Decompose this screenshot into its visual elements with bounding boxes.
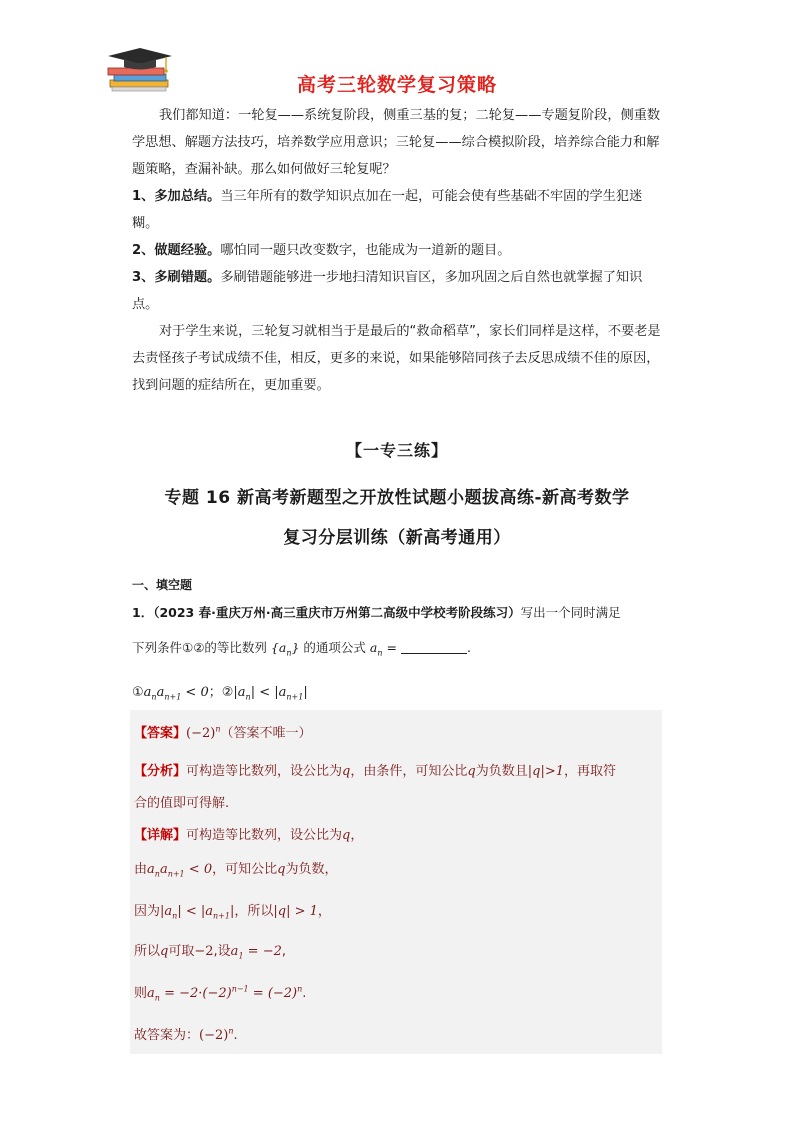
question-source: （2023 春·重庆万州·高三重庆市万州第二高级中学校考阶段练习） [153,605,521,620]
first-term-formula: $a_1 = -2$ [230,944,282,961]
tip-2-text: 哪怕同一题只改变数字，也能成为一道新的题目。 [220,243,511,258]
detail-text: . [302,986,307,1001]
question-text-1: 写出一个同时满足 [520,605,621,620]
answer-note: （答案不唯一） [220,726,312,741]
detail-line-2 [134,858,662,879]
detail-text: ，可知公比 [212,862,278,877]
question-text-2a: 下列条件①②的等比数列 [132,640,267,655]
final-answer-formula: $(-2)^n$. [199,1026,238,1043]
final-answer-label: 故答案为： [134,1028,200,1043]
analysis-tag: 【分析】 [134,764,187,779]
question-number: 1． [132,605,154,620]
detail-text: ，所以 [234,904,274,919]
condition-1-formula: $a_na_{n+1} < 0$ [143,685,209,702]
abs-formula: $|a_n| < |a_{n+1}|$ [160,904,235,921]
ratio-symbol: q [467,764,476,779]
tip-3-text: 多刷错题能够进一步地扫清知识盲区，多加巩固之后自然也就掌握了知识点。 [132,270,643,312]
tip-1-label: 1、多加总结。 [132,189,221,204]
detail-text: 因为 [134,904,161,919]
analysis-text-4: ，再取符 [563,764,616,779]
question-line-1 [132,603,664,621]
condition-1-marker: ① [132,685,144,700]
question-line-2 [132,638,664,658]
ratio-symbol: q [160,944,169,959]
tip-3 [132,264,662,318]
detail-line-3 [134,900,662,921]
condition-2-marker: ；② [208,685,234,700]
analysis-text-3: 为负数且 [475,764,528,779]
ratio-condition: |q|>1 [527,764,564,779]
tip-1-text: 当三年所有的数学知识点加在一起，可能会使有些基础不牢固的学生犯迷糊。 [132,189,643,231]
sequence-notation: $\{a_n\}$ [270,640,300,658]
closing-paragraph: 对于学生来说，三轮复习就相当于是最后的“救命稻草”，家长们同样是这样，不要老是去责怪孩子考试成绩不佳，相反，更多的来说，如果能够陪同孩子去反思成绩不佳的原因，找到问题的症结所在，更加重要。 [132,324,661,393]
detail-text: 所以 [134,944,161,959]
question-conditions [132,681,664,702]
intro-paragraph: 我们都知道：一轮复——系统复阶段，侧重三基的复；二轮复——专题复阶段，侧重数学思想、解题方法技巧，培养数学应用意识；三轮复——综合模拟阶段，培养综合能力和解题策略，查漏补缺。那么如何做好三轮复呢？ [132,108,661,177]
detail-line-4 [134,940,662,961]
detail-text-1: 可构造等比数列，设公比为 [186,828,343,843]
intro-section [132,102,662,399]
title-line-1: 专题 16 新高考新题型之开放性试题小题拔高练-新高考数学 [164,488,630,508]
condition-2-formula: $|a_n| < |a_{n+1}|$ [233,685,308,702]
detail-text: ， [317,904,331,919]
general-term-formula: $a_n$ = [369,640,401,658]
detail-text: , [281,944,286,959]
tip-2-label: 2、做题经验。 [132,243,221,258]
answer-line [134,722,662,741]
nth-term-formula: $a_n = -2\cdot(-2)^{n-1} = (-2)^n$ [147,984,303,1003]
title-line-2: 复习分层训练（新高考通用） [283,528,511,548]
detail-text: ,设 [213,944,231,959]
analysis-text-2: ，由条件，可知公比 [350,764,468,779]
detail-text: 由 [134,862,148,877]
tip-2 [132,237,662,264]
detail-text: 可取 [168,944,195,959]
header-title: 高考三轮数学复习策略 [296,74,497,96]
answer-blank [401,643,467,654]
detail-text-1b: ， [350,828,364,843]
product-formula: $a_na_{n+1} < 0$ [147,862,213,879]
answer-tag: 【答案】 [134,726,187,741]
detail-line-1 [134,824,662,843]
series-heading: 【一专三练】 [345,441,448,460]
document-title [132,478,662,558]
answer-formula: $(-2)^n$ [186,724,221,741]
final-answer-line [134,1024,662,1043]
question-text-2b: 的通项公式 [303,640,366,655]
detail-line-5 [134,982,662,1003]
tip-1 [132,183,662,237]
tip-3-label: 3、多刷错题。 [132,270,221,285]
detail-tag: 【详解】 [134,828,187,843]
ratio-symbol: q [342,828,351,843]
ratio-value: −2 [194,944,214,959]
section-heading: 一、填空题 [132,578,193,592]
detail-text: 为负数， [285,862,338,877]
ratio-symbol: q [277,862,286,877]
detail-text: 则 [134,986,148,1001]
ratio-abs-formula: |q| > 1 [273,904,318,919]
analysis-line-1 [134,760,662,779]
analysis-line-2: 合的值即可得解. [134,796,230,811]
ratio-symbol: q [342,764,351,779]
analysis-text-1: 可构造等比数列，设公比为 [186,764,343,779]
question-text-2c: . [466,640,471,655]
